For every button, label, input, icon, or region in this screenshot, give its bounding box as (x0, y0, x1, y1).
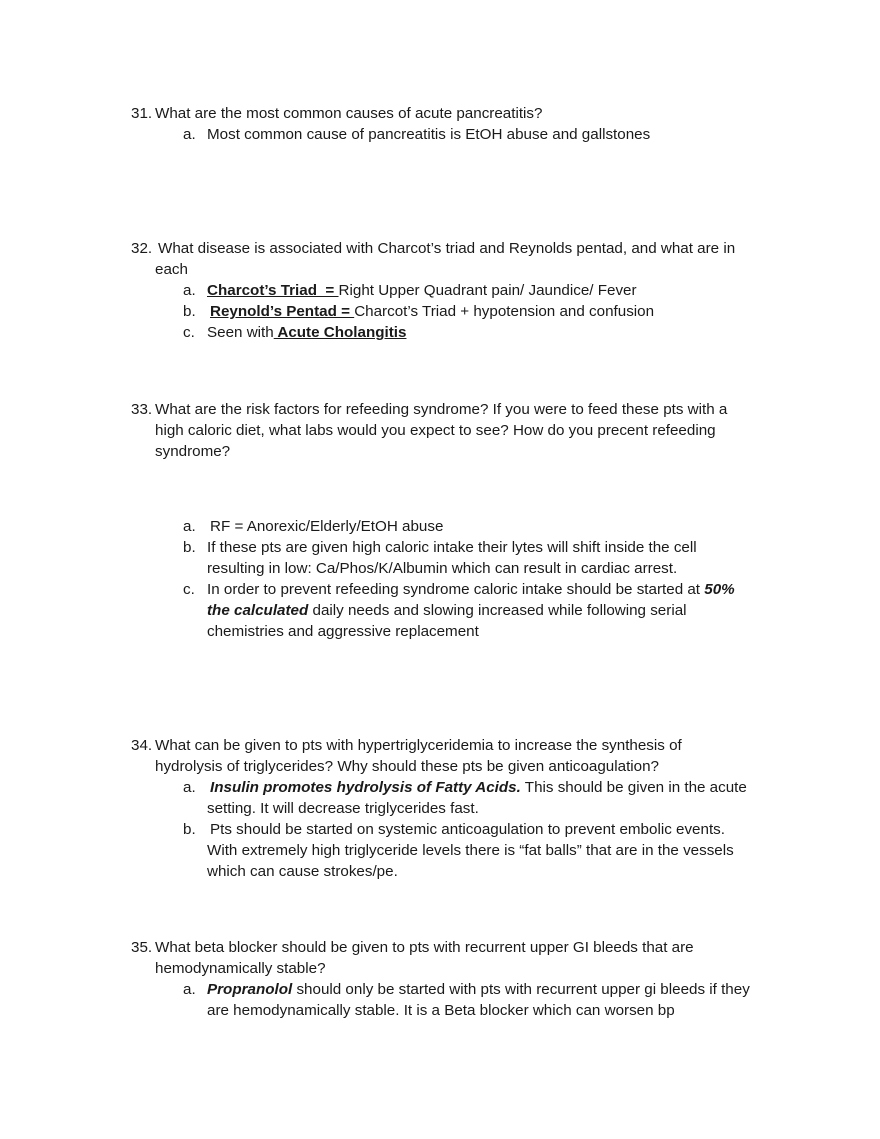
question-text: What disease is associated with Charcot’s triad and Reynolds pentad, and what are in (158, 240, 736, 257)
answer-text: Charcot’s Triad = Right Upper Quadrant pain/ Jaundice/ Fever (207, 282, 637, 299)
insulin-emphasis: Insulin promotes hydrolysis of Fatty Acids. (210, 779, 521, 796)
answer-marker: a. (183, 518, 196, 535)
answer-text: Insulin promotes hydrolysis of Fatty Acids. This should be given in the acute (210, 779, 747, 796)
answer-text: If these pts are given high caloric intake their lytes will shift inside the cell (207, 539, 697, 556)
answer-marker: a. (183, 779, 196, 796)
propranolol-emphasis: Propranolol (207, 981, 293, 998)
answer-text: chemistries and aggressive replacement (207, 623, 479, 640)
answer-text: which can cause strokes/pe. (207, 863, 398, 880)
answer-text: Pts should be started on systemic anticoagulation to prevent embolic events. (210, 821, 725, 838)
question-number: 33. (131, 401, 153, 418)
answer-marker: b. (183, 539, 196, 556)
question-text: What beta blocker should be given to pts with recurrent upper GI bleeds that are (155, 939, 694, 956)
answer-text: Seen with Acute Cholangitis (207, 324, 407, 341)
reynolds-pentad-term: Reynold’s Pentad = (210, 303, 355, 320)
answer-text: In order to prevent refeeding syndrome caloric intake should be started at 50% (207, 581, 735, 598)
question-text: syndrome? (155, 443, 231, 460)
answer-marker: b. (183, 821, 196, 838)
question-number: 32. (131, 240, 153, 257)
question-text: each (155, 261, 188, 278)
question-text: hemodynamically stable? (155, 960, 326, 977)
answer-text: Most common cause of pancreatitis is EtOH abuse and gallstones (207, 126, 651, 143)
answer-marker: a. (183, 282, 196, 299)
question-number: 34. (131, 737, 153, 754)
answer-marker: a. (183, 981, 196, 998)
charcots-triad-term: Charcot’s Triad = (207, 282, 339, 299)
fifty-percent-emphasis: 50% (704, 581, 735, 598)
acute-cholangitis-term: Acute Cholangitis (273, 324, 407, 341)
answer-text: RF = Anorexic/Elderly/EtOH abuse (210, 518, 444, 535)
answer-text: With extremely high triglyceride levels there is “fat balls” that are in the vessels (207, 842, 734, 859)
answer-text: Propranolol should only be started with pts with recurrent upper gi bleeds if they (207, 981, 750, 998)
answer-text: are hemodynamically stable. It is a Beta blocker which can worsen bp (207, 1002, 675, 1019)
question-text: What are the risk factors for refeeding syndrome? If you were to feed these pts with a (155, 401, 728, 418)
question-text: What can be given to pts with hypertriglyceridemia to increase the synthesis of (155, 737, 682, 754)
answer-text: the calculated daily needs and slowing increased while following serial (207, 602, 687, 619)
question-text: What are the most common causes of acute pancreatitis? (155, 105, 543, 122)
answer-marker: c. (183, 324, 195, 341)
question-number: 31. (131, 105, 153, 122)
answer-text: setting. It will decrease triglycerides fast. (207, 800, 479, 817)
answer-marker: a. (183, 126, 196, 143)
question-text: hydrolysis of triglycerides? Why should these pts be given anticoagulation? (155, 758, 659, 775)
question-number: 35. (131, 939, 153, 956)
answer-marker: c. (183, 581, 195, 598)
calculated-emphasis: the calculated (207, 602, 309, 619)
answer-marker: b. (183, 303, 196, 320)
answer-text: Reynold’s Pentad = Charcot’s Triad + hypotension and confusion (210, 303, 655, 320)
question-text: high caloric diet, what labs would you expect to see? How do you precent refeeding (155, 422, 716, 439)
answer-text: resulting in low: Ca/Phos/K/Albumin which can result in cardiac arrest. (207, 560, 678, 577)
